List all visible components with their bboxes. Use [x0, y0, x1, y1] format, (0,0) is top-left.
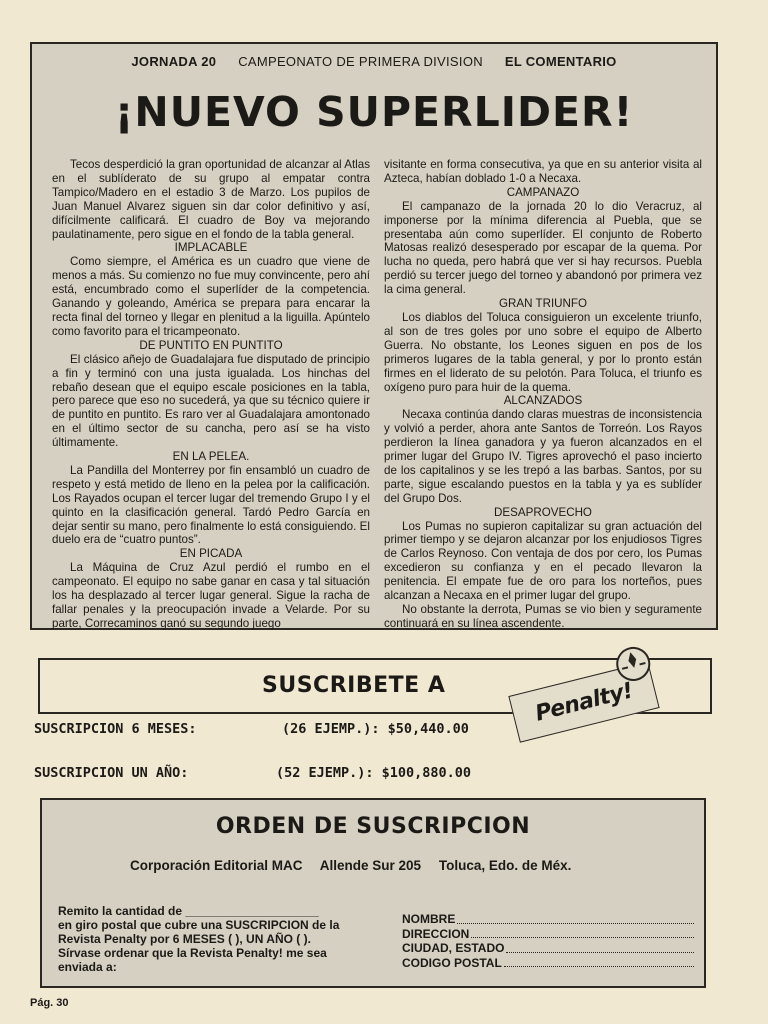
ball-icon	[609, 640, 657, 688]
paragraph: El campanazo de la jornada 20 lo dio Veracruz, al imponerse por la mínima diferencia al Puebla, que se presentaba aún como superlíder. El conjunto de Roberto Matosas realizó desesperado por escapar de la quema. Por lucha no queda, pero habrá que ver si hay recursos. Puebla perdió su tercer juego del torneo y abandonó por primera vez la cima general.	[384, 199, 702, 297]
paragraph: El clásico añejo de Guadalajara fue disputado de principio a fin y terminó con una justa igualada. Los hinchas del rebaño desean que el equipo escale posiciones en la tabla, pero parece que eso no sucederá, ya que su técnico quiere ir de puntito en puntito. Es raro ver al Guadalajara amontonado en el último sector de su cancha, pero así se ha visto últimamente.	[52, 352, 370, 450]
subheading: CAMPANAZO	[506, 185, 580, 199]
article-header	[32, 54, 716, 69]
subheading: ALCANZADOS	[503, 394, 583, 408]
subheading: GRAN TRIUNFO	[498, 297, 588, 311]
six-months-price: (26 EJEMP.): $50,440.00	[282, 721, 469, 737]
paragraph: Tecos desperdició la gran oportunidad de alcanzar al Atlas en el sublíderato de su grupo al empatar contra Tampico/Madero en el estadio 3 de Marzo. Los pupilos de Juan Manuel Alvarez siguen sin dar color definitivo y así, difícilmente calificará. El cuadro de Boy va mejorando paulatinamente, pero sigue en el fondo de la tabla general.	[52, 158, 370, 241]
paragraph: Como siempre, el América es un cuadro que viene de menos a más. Su comienzo no fue muy convincente, pero ahí está, encumbrado como el superlíder de la competencia. Ganando y goleando, América se prepara para encarar la recta final del torneo y llegar en plenitud a la liguilla. Apúntelo como favorito para el tricampeonato.	[52, 255, 370, 338]
field-nombre[interactable]: NOMBRE	[402, 912, 694, 927]
remit-text	[58, 904, 378, 974]
one-year-label: SUSCRIPCION UN AÑO:	[34, 765, 189, 781]
remit-line: en giro postal que cubre una SUSCRIPCION de la	[58, 918, 340, 932]
round-label: JORNADA 20	[131, 54, 217, 69]
subheading: IMPLACABLE	[174, 241, 248, 255]
paragraph: No obstante la derrota, Pumas se vio bien y seguramente continuará en su línea ascendente.	[384, 603, 702, 630]
remit-line: Sírvase ordenar que la Revista Penalty! me sea	[58, 946, 327, 960]
page-number: Pág. 30	[30, 997, 69, 1009]
six-months-label: SUSCRIPCION 6 MESES:	[34, 721, 197, 737]
paragraph: visitante en forma consecutiva, ya que en su anterior visita al Azteca, habían doblado 1-0 a Necaxa.	[384, 158, 702, 185]
field-direccion[interactable]: DIRECCION	[402, 927, 694, 942]
paragraph: Los diablos del Toluca consiguieron un excelente triunfo, al son de tres goles por uno sobre el equipo de Alberto Guerra. No obstante, los Leones siguen en pos de los primeros lugares de la tabla general, y por lo pronto están firmes en el liderato de su pelotón. Para Toluca, el triunfo es oxígeno puro para huir de la quema.	[384, 310, 702, 394]
league-label: CAMPEONATO DE PRIMERA DIVISION	[238, 54, 483, 69]
subheading: EN PICADA	[179, 547, 243, 561]
penalty-logo-text: Penalty!	[532, 677, 636, 727]
publisher-line	[130, 858, 585, 873]
subscribe-title: SUSCRIBETE A	[262, 673, 446, 698]
paragraph: Necaxa continúa dando claras muestras de inconsistencia y volvió a perder, ahora ante Santos de Torreón. Los Rayos perdieron la línea ganadora y ya fueron alcanzados en el primer lugar del Grupo IV. Tigres aprovechó el paso incierto de los capitalinos y se les trepó a las barbas. Santos, por su parte, sigue escalando puestos en la tabla y ya es sublíder del Grupo Dos.	[384, 408, 702, 505]
one-year-price: (52 EJEMP.): $100,880.00	[276, 765, 472, 781]
paragraph: La Pandilla del Monterrey por fin ensambló un cuadro de respeto y está metido de lleno en la pelea por la calificación. Los Rayados ocupan el tercer lugar del tremendo Grupo I y el quinto en la clasificación general. Tardó Pedro García en dejar sentir su mano, pero finalmente lo está consiguiendo. El duelo era de “cuatro puntos”.	[52, 463, 370, 547]
remit-line: Revista Penalty por 6 MESES ( ), UN AÑO ( ).	[58, 932, 311, 946]
order-form-title: ORDEN DE SUSCRIPCION	[215, 814, 531, 839]
paragraph: Los Pumas no supieron capitalizar su gran actuación del primer tiempo y se dejaron alcanzar por los enjudiosos Tigres de Carlos Reynoso. Con ventaja de dos por cero, los Pumas excedieron su confianza y en el pecado llevaron la penitencia. El empate fue de oro para los norteños, pues alcanzan a Necaxa en el primer lugar del grupo.	[384, 519, 702, 603]
order-form	[40, 798, 706, 988]
headline: ¡NUEVO SUPERLIDER!	[114, 88, 634, 136]
publisher-address: Allende Sur 205	[319, 858, 422, 873]
field-codigo-postal[interactable]: CODIGO POSTAL	[402, 956, 694, 971]
subheading: EN LA PELEA.	[172, 450, 250, 464]
publisher-name: Corporación Editorial MAC	[130, 858, 303, 873]
remit-line: Remito la cantidad de ____________________	[58, 904, 319, 918]
article-box	[30, 42, 718, 630]
section-label: EL COMENTARIO	[504, 54, 617, 69]
article-right-column	[384, 158, 702, 631]
publisher-city: Toluca, Edo. de Méx.	[438, 858, 572, 873]
subheading: DE PUNTITO EN PUNTITO	[139, 338, 283, 352]
article-left-column	[52, 158, 370, 631]
remit-line: enviada a:	[58, 960, 117, 974]
subheading: DESAPROVECHO	[494, 505, 592, 519]
address-fields	[402, 912, 694, 970]
field-ciudad-estado[interactable]: CIUDAD, ESTADO	[402, 941, 694, 956]
paragraph: La Máquina de Cruz Azul perdió el rumbo en el campeonato. El equipo no sabe ganar en casa y tal situación los ha desplazado al tercer lugar general. Sigue la racha de fallar penales y la preocupación invade a Velarde. Por su parte, Correcaminos ganó su segundo juego	[52, 561, 370, 630]
